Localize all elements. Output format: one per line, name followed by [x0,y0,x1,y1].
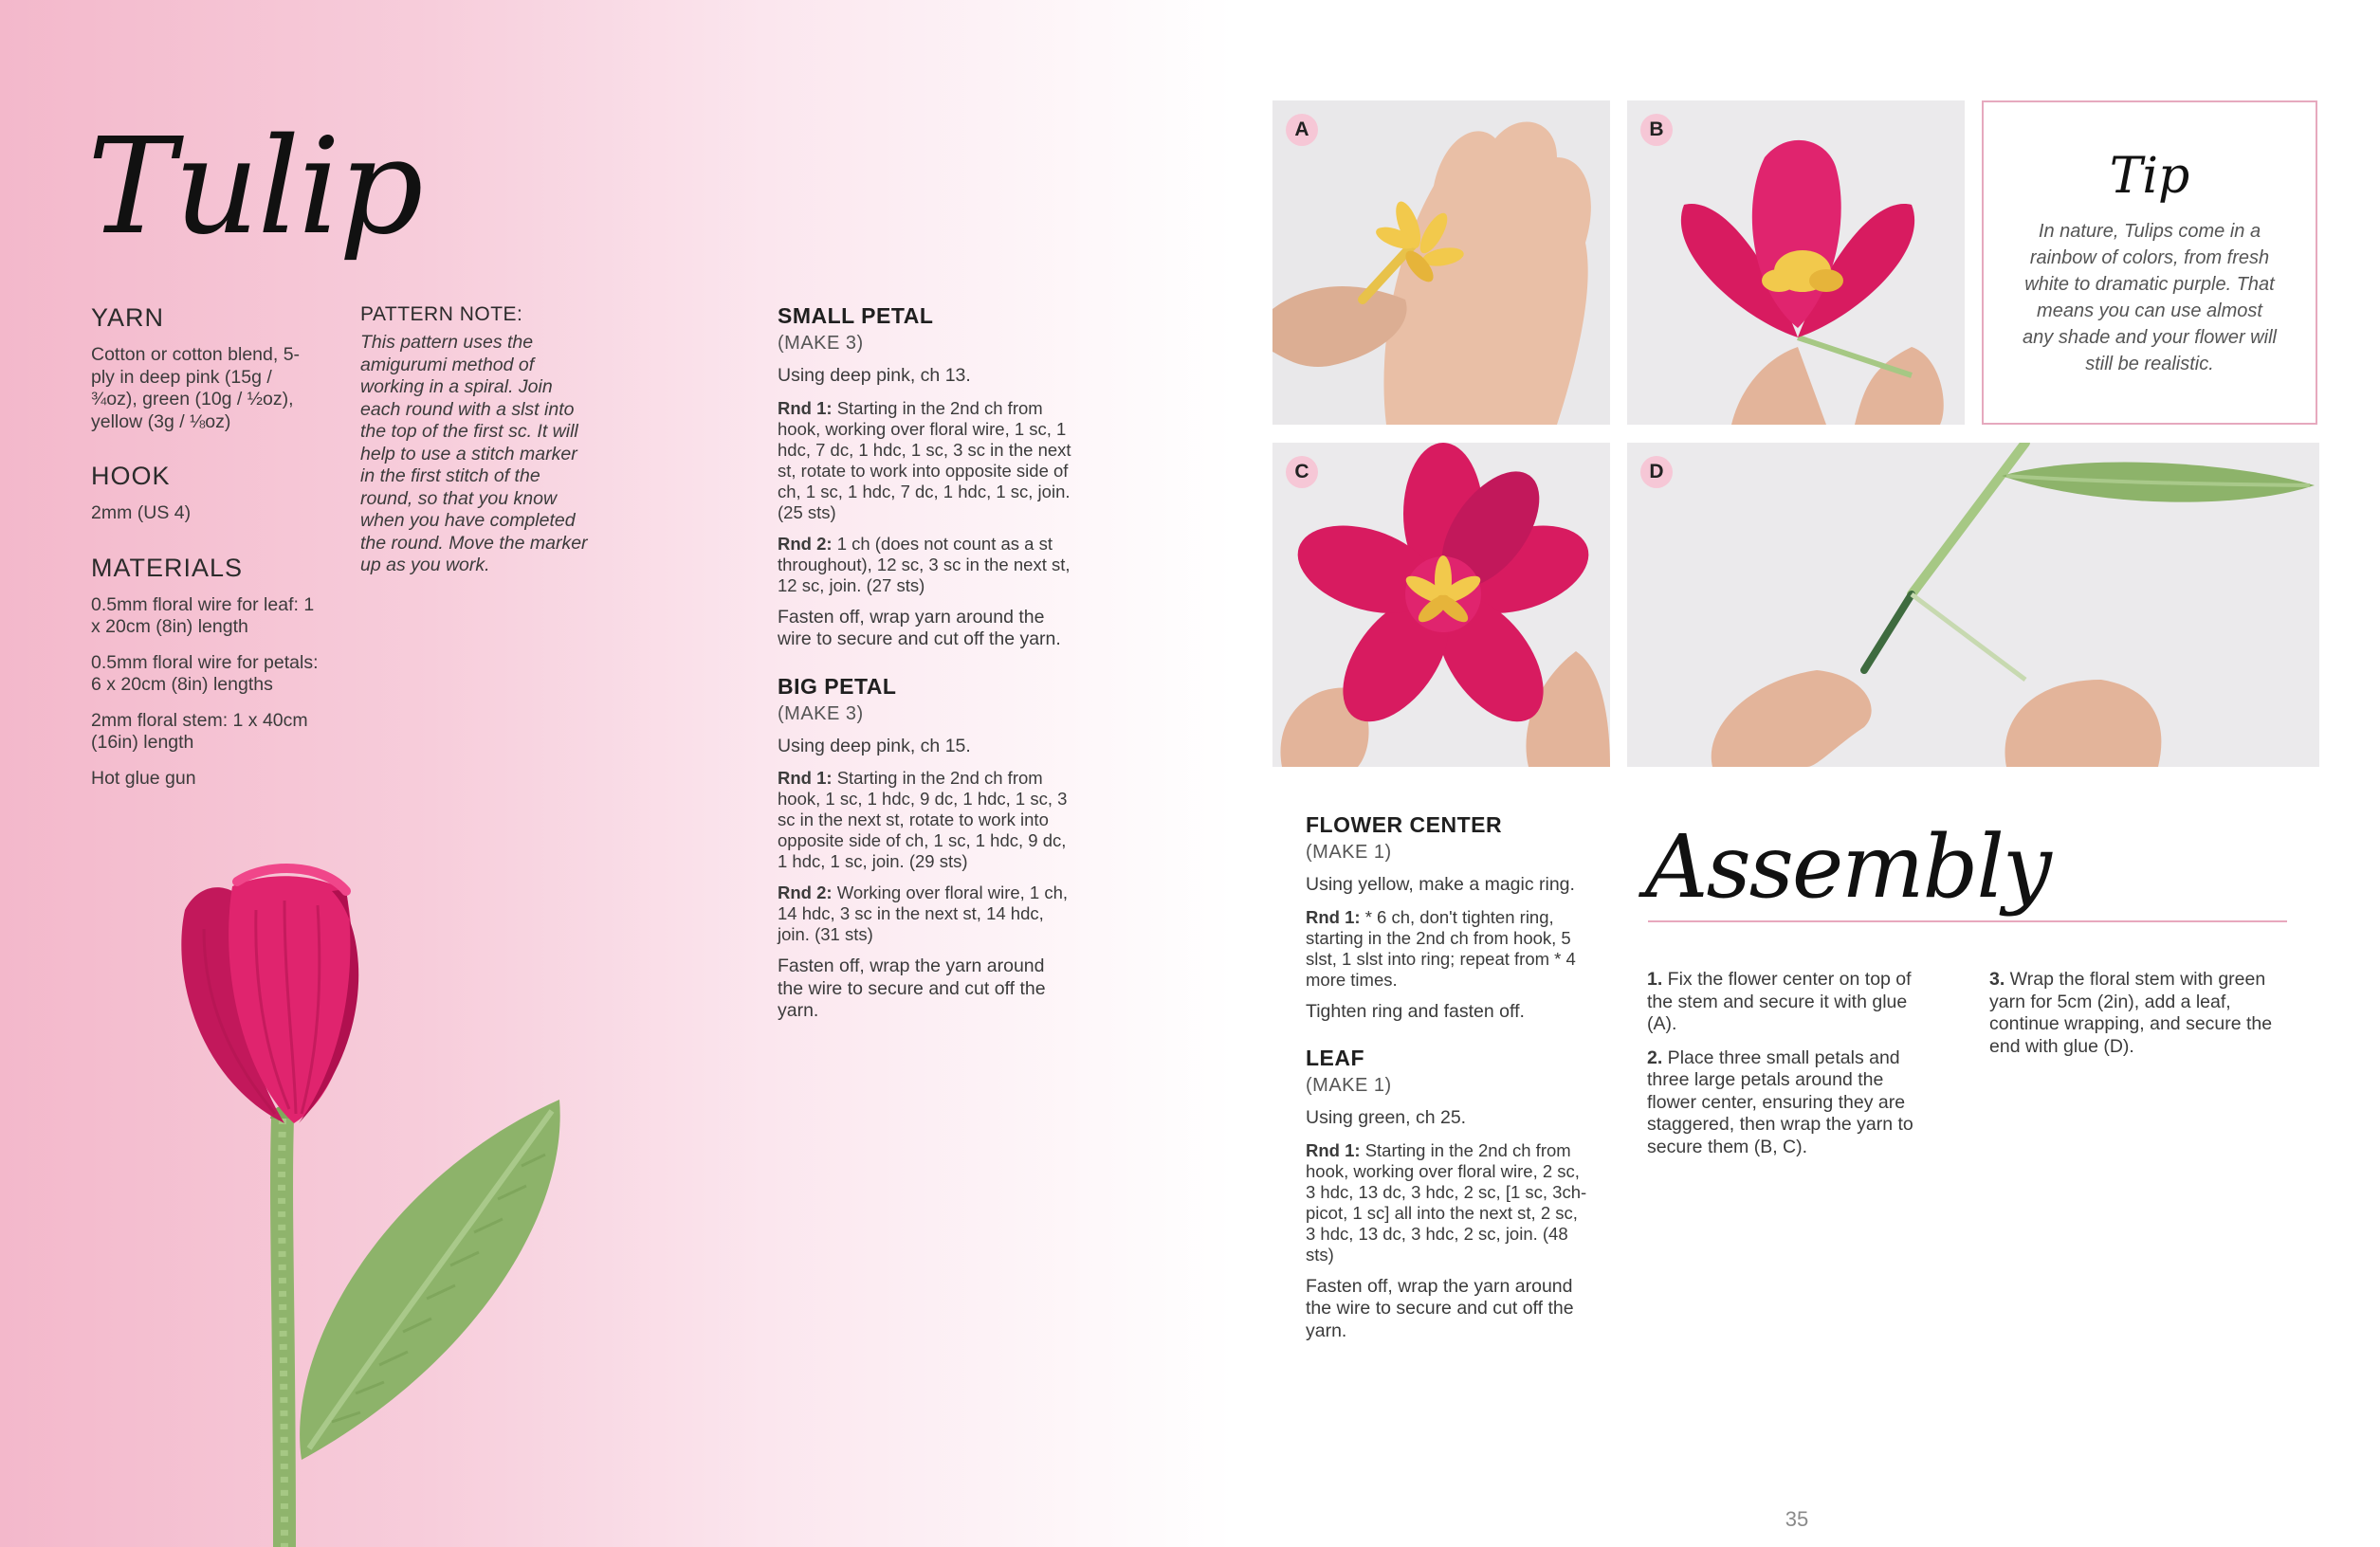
materials-heading: MATERIALS [91,553,244,582]
materials-item: 0.5mm floral wire for leaf: 1 x 20cm (8in) length [91,593,315,637]
partly-assembled-tulip-image [1627,100,1965,425]
assembly-step [1647,969,1931,1036]
step-number: 3. [1989,969,2005,990]
step-photo-d [1627,443,2319,767]
leaf-make: (MAKE 1) [1306,1075,1392,1096]
small-petal-title: SMALL PETAL [778,303,934,328]
big-petal-title: BIG PETAL [778,673,897,699]
step-photo-c [1272,443,1610,767]
flower-center-make: (MAKE 1) [1306,842,1392,863]
yarn-heading: YARN [91,303,165,332]
step-text: Fix the flower center on top of the stem and secure it with glue (A). [1647,969,1912,1034]
open-tulip-flower-image [1272,443,1610,767]
assembly-step [1647,1047,1931,1159]
photo-label-a: A [1286,114,1318,146]
small-petal-rnd2 [778,534,1071,596]
assembly-title: Assembly [1645,816,2050,918]
pattern-note-heading: PATTERN NOTE: [360,303,523,325]
round-label: Rnd 2: [778,883,833,902]
tip-title: Tip [2109,148,2190,205]
round-text: 1 ch (does not count as a st throughout), 12 sc, 3 sc in the next st, 12 sc, join. (27 sts) [778,533,1071,595]
wrapping-stem-with-leaf-image [1627,443,2319,767]
pattern-note [360,303,593,577]
leaf-rnd1 [1306,1140,1590,1265]
flower-center-finish: Tighten ring and fasten off. [1306,1000,1525,1022]
round-label: Rnd 1: [778,397,833,418]
step-number: 1. [1647,969,1663,990]
center-leaf-instructions [1306,812,1590,1342]
hook-heading: HOOK [91,462,171,490]
photo-label-c: C [1286,456,1318,488]
pattern-note-text: This pattern uses the amigurumi method of working in a spiral. Join each round with a slst into the top of the first sc. It will help to use a stitch marker in the first stitch of the round, so that you know when you have completed the round. Move the marker up as you work. [360,332,588,575]
leaf-intro: Using green, ch 25. [1306,1107,1467,1128]
assembly-steps-left [1647,969,1931,1158]
hook-text: 2mm (US 4) [91,502,192,523]
leaf-finish: Fasten off, wrap the yarn around the wire to secure and cut off the yarn. [1306,1275,1574,1341]
materials-item: 2mm floral stem: 1 x 40cm (16in) length [91,709,308,753]
flower-center-intro: Using yellow, make a magic ring. [1306,874,1575,895]
round-text: Starting in the 2nd ch from hook, working over floral wire, 1 sc, 1 hdc, 7 dc, 1 hdc, 1 sc, 3 sc in the next st, rotate to work into opposite side of ch, 1 sc, 1 hdc, 7 dc, 1 hdc, 1 sc, join. (25 sts) [778,397,1071,522]
yarn-text: Cotton or cotton blend, 5-ply in deep pink (15g / ¾oz), green (10g / ½oz), yellow (3g / ⅛oz) [91,344,301,432]
tip-box [1982,100,2317,425]
leaf-title: LEAF [1306,1046,1365,1070]
assembly-divider [1648,920,2287,922]
small-petal-intro: Using deep pink, ch 13. [778,365,971,386]
step-text: Wrap the floral stem with green yarn for 5cm (2in), add a leaf, continue wrapping, and secure the end with glue (D). [1989,969,2273,1057]
small-petal-finish: Fasten off, wrap yarn around the wire to secure and cut off the yarn. [778,606,1061,649]
round-text: Starting in the 2nd ch from hook, working over floral wire, 2 sc, 3 hdc, 13 dc, 3 hdc, 2 sc, [1 sc, 3ch-picot, 1 sc] all into the next st, 2 sc, 3 hdc, 13 dc, 3 hdc, 2 sc, join. (48 sts) [1306,1139,1587,1265]
flower-center-title: FLOWER CENTER [1306,812,1503,837]
photo-label-d: D [1640,456,1673,488]
assembly-steps-right [1989,969,2293,1058]
petal-instructions [778,303,1071,1023]
assembly-step [1989,969,2293,1058]
step-number: 2. [1647,1046,1663,1068]
small-petal-make: (MAKE 3) [778,333,864,354]
round-label: Rnd 1: [1306,1139,1361,1160]
step-photo-b [1627,100,1965,425]
photo-label-b: B [1640,114,1673,146]
materials-item: Hot glue gun [91,767,196,789]
round-text: * 6 ch, don't tighten ring, starting in the 2nd ch from hook, 5 slst, 1 slst into ring; repeat from * 4 more times. [1306,906,1576,990]
big-petal-finish: Fasten off, wrap the yarn around the wire to secure and cut off the yarn. [778,956,1046,1021]
big-petal-intro: Using deep pink, ch 15. [778,735,971,756]
round-label: Rnd 1: [778,768,833,788]
materials-item: 0.5mm floral wire for petals: 6 x 20cm (8in) lengths [91,651,319,695]
round-text: Working over floral wire, 1 ch, 14 hdc, 3 sc in the next st, 14 hdc, join. (31 sts) [778,883,1069,944]
page-title: Tulip [87,110,422,264]
big-petal-make: (MAKE 3) [778,702,864,724]
round-label: Rnd 2: [778,533,833,554]
hand-with-flower-center-image [1272,100,1610,425]
big-petal-rnd1 [778,768,1071,872]
step-text: Place three small petals and three large petals around the flower center, ensuring they are staggered, then wrap the yarn to secure them (B, C). [1647,1046,1913,1157]
round-label: Rnd 1: [1306,906,1361,927]
small-petal-rnd1 [778,398,1071,523]
big-petal-rnd2 [778,883,1071,945]
supplies-column [91,303,319,790]
round-text: Starting in the 2nd ch from hook, 1 sc, 1 hdc, 9 dc, 1 hdc, 1 sc, 3 sc in the next st, rotate to work into opposite side of ch, 1 sc, 1 hdc, 9 dc, 1 hdc, 1 sc, join. (29 sts) [778,768,1068,871]
flower-center-rnd1 [1306,907,1590,991]
tulip-photo [142,853,588,1547]
page-number: 35 [1785,1507,1809,1531]
step-photo-a [1272,100,1610,425]
tip-text: In nature, Tulips come in a rainbow of colors, from fresh white to dramatic purple. That means you can use almost any shade and your flower will still be realistic. [2023,221,2277,374]
